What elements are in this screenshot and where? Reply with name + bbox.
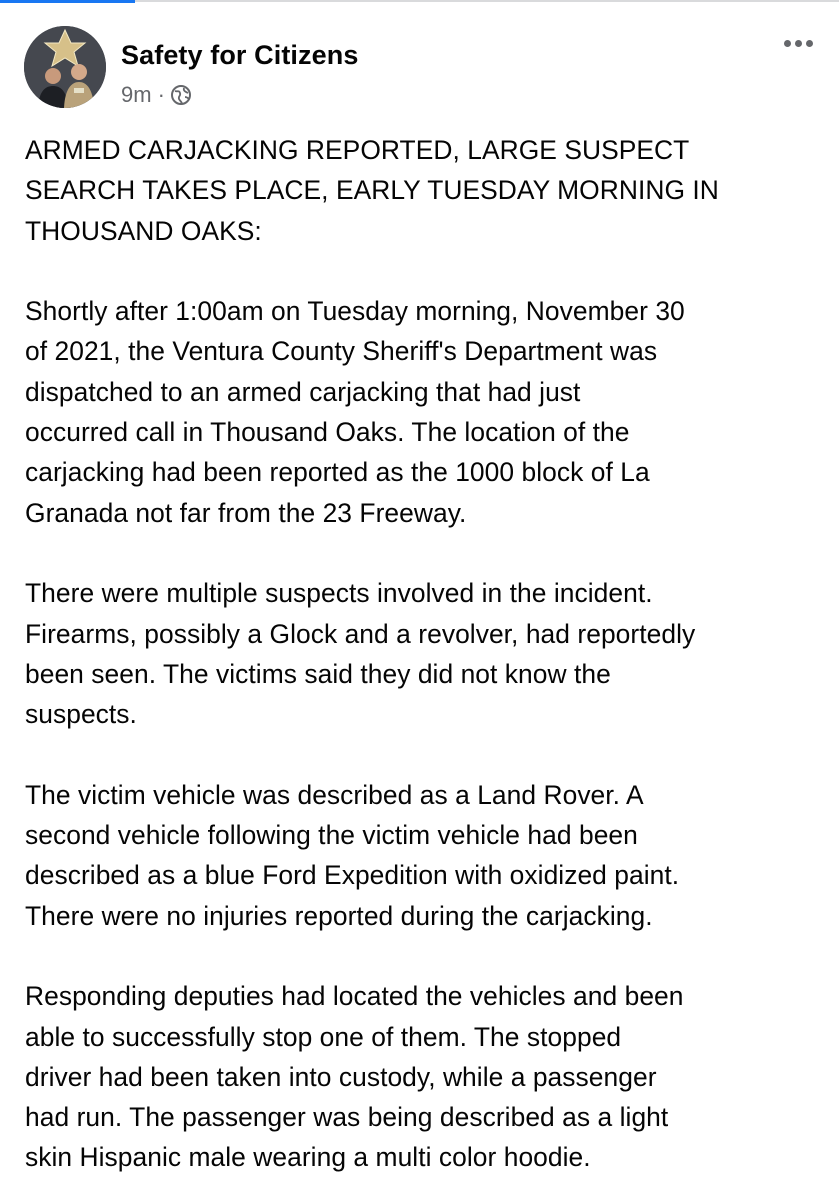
more-dot	[784, 40, 791, 47]
more-dot	[795, 40, 802, 47]
more-dot	[806, 40, 813, 47]
post-paragraph: There were multiple suspects involved in the incident. Firearms, possibly a Glock and a revolver, had reportedly been seen. The victims said they did not know the suspects.	[25, 578, 696, 730]
post-timestamp[interactable]: 9m	[121, 82, 152, 107]
post-header	[24, 26, 819, 116]
meta-separator: ·	[157, 82, 165, 107]
globe-icon[interactable]	[170, 84, 192, 106]
page-name[interactable]: Safety for Citizens	[121, 40, 359, 70]
post-paragraph: Shortly after 1:00am on Tuesday morning, November 30 of 2021, the Ventura County Sheriff's Department was dispatched to an armed carjacking that had just occurred call in Thousand Oaks. The location of the carjacking had been reported as the 1000 block of La Granada not far from the 23 Freeway.	[25, 296, 685, 528]
avatar[interactable]	[24, 26, 106, 108]
avatar-image	[24, 26, 106, 108]
post-paragraph-headline: ARMED CARJACKING REPORTED, LARGE SUSPECT SEARCH TAKES PLACE, EARLY TUESDAY MORNING IN THOUSAND OAKS:	[25, 135, 719, 246]
more-options-icon[interactable]	[784, 40, 813, 47]
top-accent-bar	[0, 0, 135, 3]
post-paragraph: Responding deputies had located the vehicles and been able to successfully stop one of them. The stopped driver had been taken into custody, while a passenger had run. The passenger was being described as a light skin Hispanic male wearing a multi color hoodie.	[25, 981, 684, 1173]
post-paragraph: The victim vehicle was described as a Land Rover. A second vehicle following the victim vehicle had been described as a blue Ford Expedition with oxidized paint. There were no injuries reported during the carjacking.	[25, 779, 680, 931]
top-divider	[135, 0, 839, 2]
post-meta	[121, 82, 192, 108]
post-body	[25, 130, 825, 1178]
